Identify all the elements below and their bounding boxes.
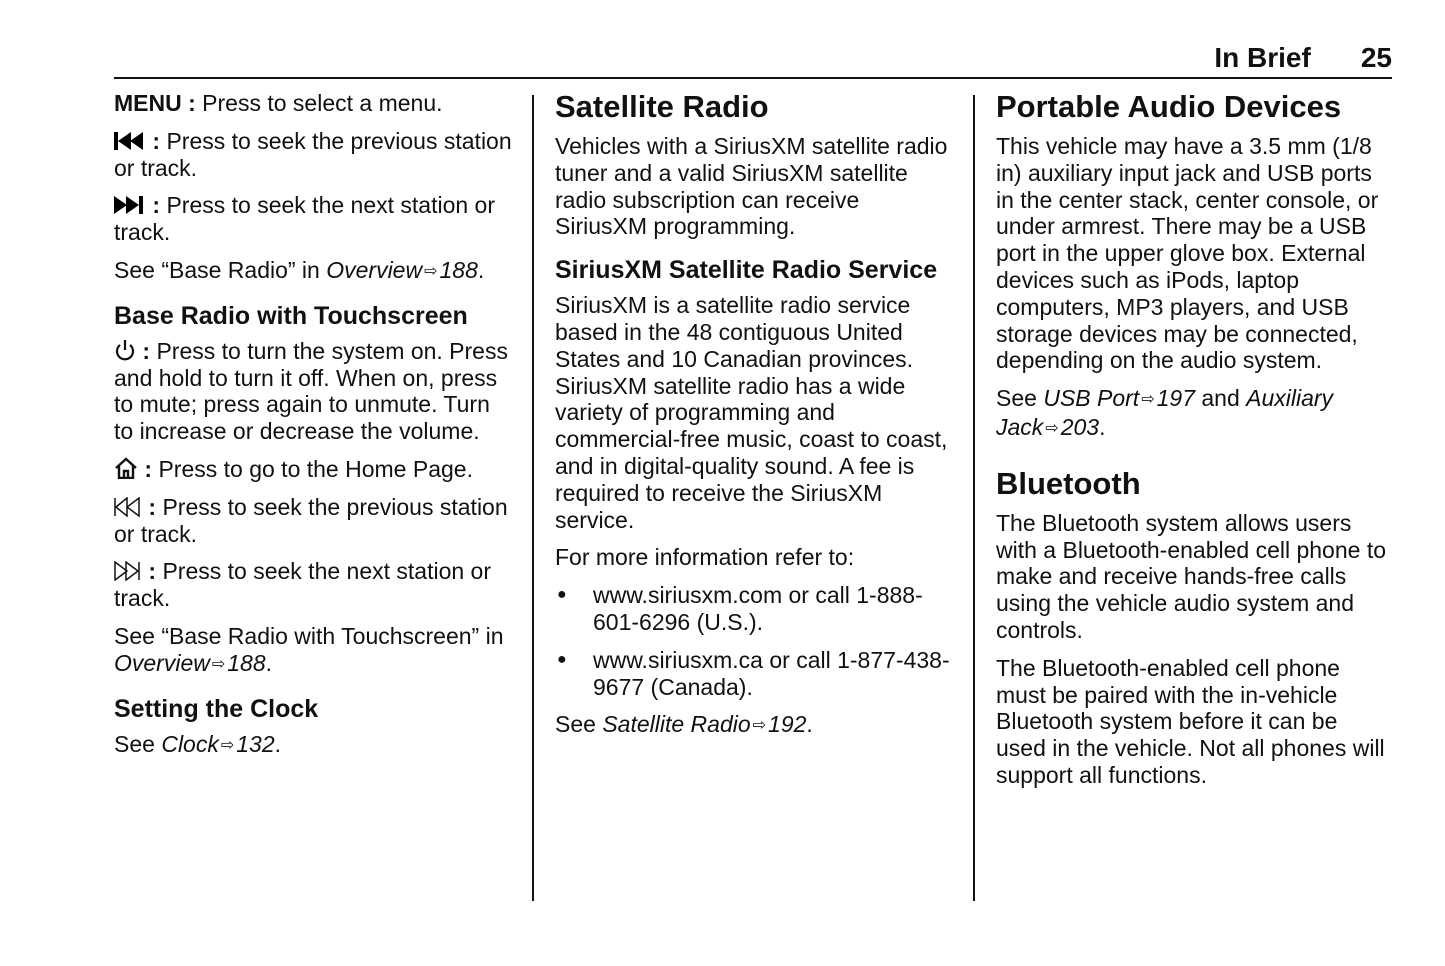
power-desc: Press to turn the system on. Press and hold to turn it off. When on, press to mute; press again to unmute. Turn to increase or decrease the volume. — [114, 337, 508, 445]
power-icon — [114, 339, 136, 361]
menu-item — [114, 90, 514, 117]
page-arrow-icon: ⇨ — [1141, 391, 1155, 409]
ref-text: See — [996, 385, 1044, 412]
body-paragraph: The Bluetooth-enabled cell phone must be paired with the in-vehicle Bluetooth system before it can be used in the vehicle. Not all phones will support all functions. — [996, 654, 1385, 788]
separator: : — [142, 493, 157, 520]
page-arrow-icon: ⇨ — [220, 736, 235, 754]
heading-portable-audio: Portable Audio Devices — [996, 89, 1342, 124]
ref-page[interactable]: 188 — [439, 256, 478, 283]
ref-text: . — [265, 649, 273, 676]
list-item[interactable]: ● www.siriusxm.com or call 1-888-601-6296 (U.S.). — [555, 582, 955, 636]
ref-page[interactable]: 132 — [236, 730, 275, 757]
body-paragraph: The Bluetooth system allows users with a Bluetooth-enabled cell phone to make and receive hands-free calls using the vehicle audio system and controls. — [996, 509, 1387, 643]
column-divider — [973, 95, 975, 901]
middle-column — [555, 90, 955, 751]
page-header — [1214, 42, 1392, 74]
seek-next-outline-icon — [114, 561, 142, 581]
ref-text: . — [806, 711, 813, 738]
body-paragraph: This vehicle may have a 3.5 mm (1/8 in) auxiliary input jack and USB ports in the center stack, center console, or under armrest. There may be a USB port in the upper glove box. External devices such as iPods, laptop computers, MP3 players, and USB storage devices may be connected, depending on the audio system. — [996, 133, 1379, 374]
body-paragraph: SiriusXM is a satellite radio service based in the 48 contiguous United States and 10 Canadian provinces. SiriusXM satellite radio has a wide variety of programming and commercial-free music, coast to coast, and in digital-quality sound. A fee is required to receive the SiriusXM service. — [555, 292, 948, 533]
separator: : — [146, 127, 161, 154]
seek-next-desc: Press to seek the next station or track. — [114, 558, 492, 612]
ref-page[interactable]: 188 — [227, 649, 266, 676]
header-rule — [114, 77, 1392, 79]
left-column — [114, 90, 514, 770]
list-item[interactable]: ● www.siriusxm.ca or call 1-877-438-9677 (Canada). — [555, 647, 955, 701]
seek-prev-desc: Press to seek the previous station or track. — [114, 127, 512, 181]
seek-prev-item — [114, 128, 514, 182]
page-arrow-icon: ⇨ — [424, 262, 438, 280]
home-desc: Press to go to the Home Page. — [152, 455, 473, 482]
heading-bluetooth: Bluetooth — [996, 465, 1141, 501]
seek-prev-desc: Press to seek the previous station or track. — [114, 493, 508, 547]
ref-text: See — [555, 711, 603, 738]
power-item — [114, 338, 514, 445]
seek-next-icon — [114, 195, 146, 215]
seek-previous-outline-icon — [114, 497, 142, 517]
page-number: 25 — [1360, 42, 1392, 73]
seek-next-desc: Press to seek the next station or track. — [114, 192, 496, 246]
ref-text: See “Base Radio” in — [114, 256, 327, 283]
page-arrow-icon: ⇨ — [1045, 419, 1059, 437]
see-reference — [996, 385, 1392, 443]
page-arrow-icon: ⇨ — [752, 717, 767, 735]
column-divider — [532, 95, 534, 901]
seek-prev-touch-item — [114, 494, 514, 548]
ref-title[interactable]: Satellite Radio — [602, 711, 751, 738]
intro-paragraph: Vehicles with a SiriusXM satellite radio tuner and a valid SiriusXM satellite radio subscription can receive SiriusXM programming. — [555, 133, 948, 240]
seek-next-touch-item — [114, 558, 514, 612]
home-item — [114, 456, 514, 483]
seek-next-item — [114, 192, 514, 246]
more-info: For more information refer to: — [555, 544, 855, 571]
heading-siriusxm-service: SiriusXM Satellite Radio Service — [555, 256, 938, 285]
ref-text: and — [1194, 385, 1247, 412]
section-title: In Brief — [1214, 42, 1311, 73]
heading-clock: Setting the Clock — [114, 694, 319, 723]
see-reference — [555, 711, 955, 740]
see-reference — [114, 257, 514, 286]
heading-touchscreen: Base Radio with Touchscreen — [114, 301, 468, 330]
see-reference — [114, 623, 514, 679]
ref-title[interactable]: USB Port — [1043, 385, 1140, 412]
separator: : — [146, 192, 161, 219]
ref-text: . — [1099, 413, 1106, 440]
ref-text: See “Base Radio with Touchscreen” in — [114, 622, 504, 649]
home-icon — [114, 457, 138, 479]
ref-title[interactable]: Overview — [114, 649, 210, 676]
ref-title[interactable]: Clock — [161, 730, 219, 757]
heading-satellite-radio: Satellite Radio — [555, 89, 769, 124]
page-arrow-icon: ⇨ — [211, 655, 226, 673]
contact-list — [555, 582, 955, 700]
menu-desc: Press to select a menu. — [195, 90, 443, 116]
ref-page[interactable]: 203 — [1060, 413, 1100, 440]
separator: : — [136, 337, 151, 364]
see-reference — [114, 731, 514, 760]
ref-title[interactable]: Auxiliary Jack — [996, 385, 1334, 440]
ref-page[interactable]: 197 — [1156, 385, 1195, 412]
ref-text: . — [274, 730, 282, 757]
seek-previous-icon — [114, 131, 146, 151]
ref-text: . — [477, 256, 485, 283]
ref-page[interactable]: 192 — [768, 711, 807, 738]
right-column — [996, 90, 1392, 800]
ref-text: See — [114, 730, 162, 757]
separator: : — [142, 558, 157, 585]
menu-key: MENU : — [114, 90, 196, 116]
ref-title[interactable]: Overview — [326, 256, 423, 283]
separator: : — [138, 455, 153, 482]
